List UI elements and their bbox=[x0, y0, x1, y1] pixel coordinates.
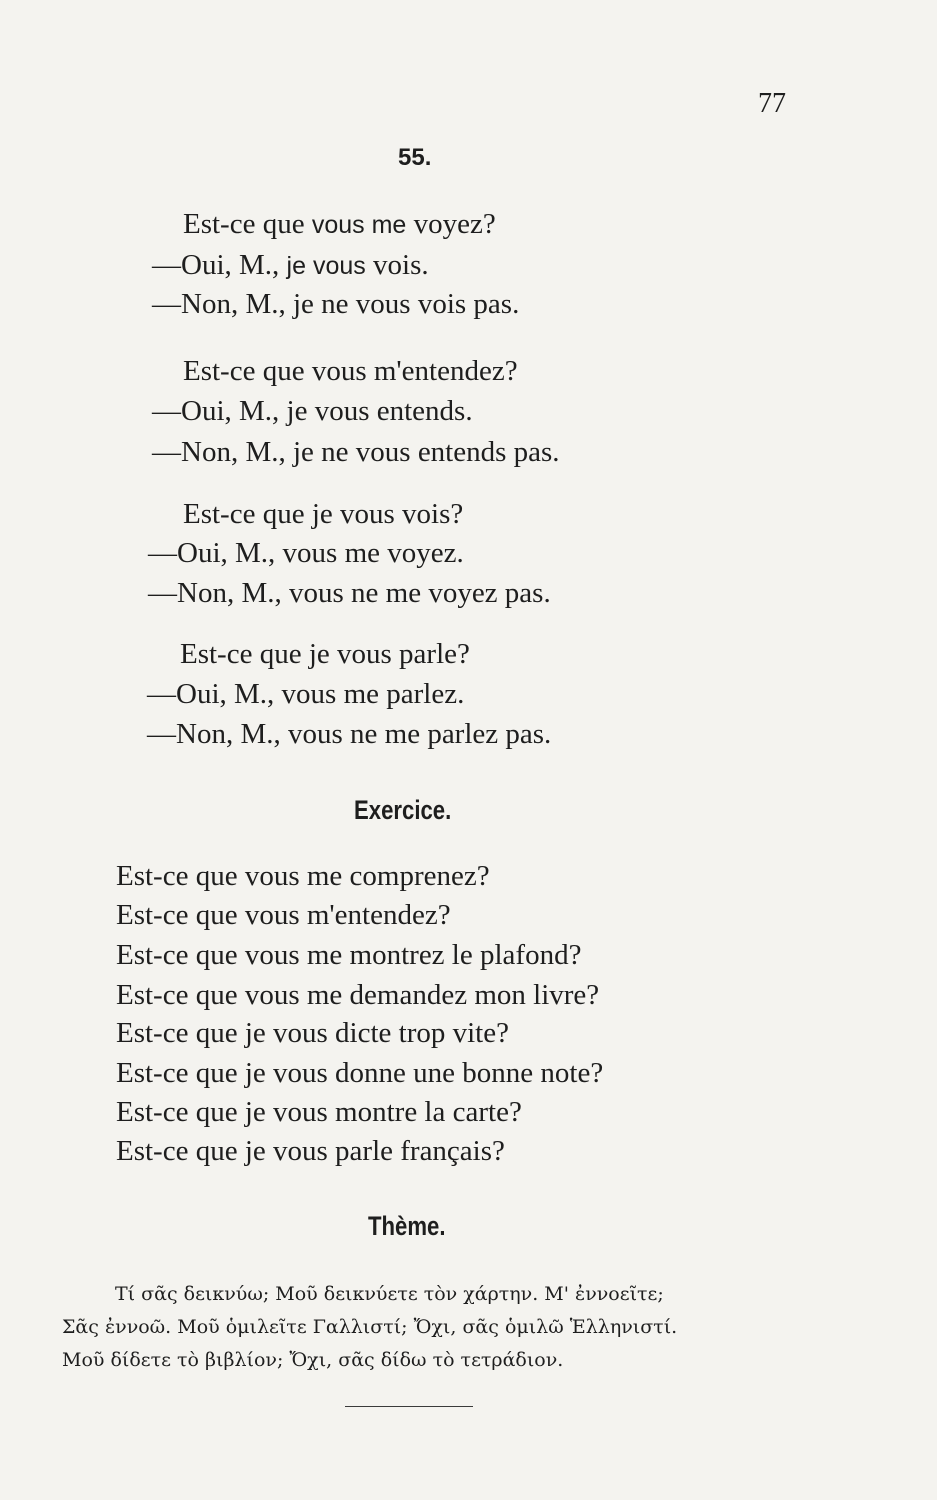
dialogue-question: Est-ce que je vous parle? bbox=[180, 638, 470, 670]
exercice-line: Est-ce que je vous dicte trop vite? bbox=[116, 1017, 509, 1049]
theme-line: Σᾶς ἐννοῶ. Μοῦ ὁμιλεῖτε Γαλλιστί; Ὄχι, σᾶς ὁμιλῶ Ἑλληνιστί. bbox=[62, 1316, 678, 1338]
dialogue-yes-answer: —Oui, M., vous me parlez. bbox=[147, 678, 465, 710]
dialogue-no-answer: —Non, M., vous ne me voyez pas. bbox=[148, 577, 551, 609]
exercice-line: Est-ce que vous me comprenez? bbox=[116, 860, 490, 892]
dialogue-yes-answer: —Oui, M., je vous entends. bbox=[152, 395, 473, 427]
exercice-line: Est-ce que je vous donne une bonne note? bbox=[116, 1057, 604, 1089]
dialogue-no-answer: —Non, M., je ne vous vois pas. bbox=[152, 288, 520, 320]
closing-rule bbox=[345, 1406, 473, 1407]
question-text: Est-ce que bbox=[183, 208, 312, 240]
exercice-line: Est-ce que vous m'entendez? bbox=[116, 899, 451, 931]
lesson-number: 55. bbox=[398, 144, 432, 171]
exercice-line: Est-ce que je vous parle français? bbox=[116, 1135, 505, 1167]
dialogue-question bbox=[183, 207, 496, 242]
question-text: voyez? bbox=[406, 208, 496, 240]
theme-line: Τί σᾶς δεικνύω; Μοῦ δεικνύετε τὸν χάρτην. Μ' ἐννοεῖτε; bbox=[115, 1283, 664, 1305]
emphasized-pronouns: vous me bbox=[311, 211, 407, 239]
emphasized-pronouns: je vous bbox=[286, 252, 366, 280]
exercice-line: Est-ce que vous me demandez mon livre? bbox=[116, 979, 600, 1011]
page-number: 77 bbox=[758, 88, 786, 119]
exercice-line: Est-ce que je vous montre la carte? bbox=[116, 1096, 522, 1128]
exercice-heading: Exercice. bbox=[354, 795, 452, 825]
exercice-line: Est-ce que vous me montrez le plafond? bbox=[116, 939, 582, 971]
dialogue-yes-answer bbox=[152, 248, 429, 283]
theme-heading: Thème. bbox=[368, 1211, 446, 1241]
theme-line: Μοῦ δίδετε τὸ βιβλίον; Ὄχι, σᾶς δίδω τὸ τετράδιον. bbox=[62, 1349, 564, 1371]
dialogue-question: Est-ce que je vous vois? bbox=[183, 498, 464, 530]
dialogue-no-answer: —Non, M., vous ne me parlez pas. bbox=[147, 718, 552, 750]
dialogue-yes-answer: —Oui, M., vous me voyez. bbox=[148, 537, 464, 569]
dialogue-question: Est-ce que vous m'entendez? bbox=[183, 355, 518, 387]
answer-text: vois. bbox=[365, 249, 429, 281]
dialogue-no-answer: —Non, M., je ne vous entends pas. bbox=[152, 436, 560, 468]
answer-text: —Oui, M., bbox=[152, 249, 287, 281]
